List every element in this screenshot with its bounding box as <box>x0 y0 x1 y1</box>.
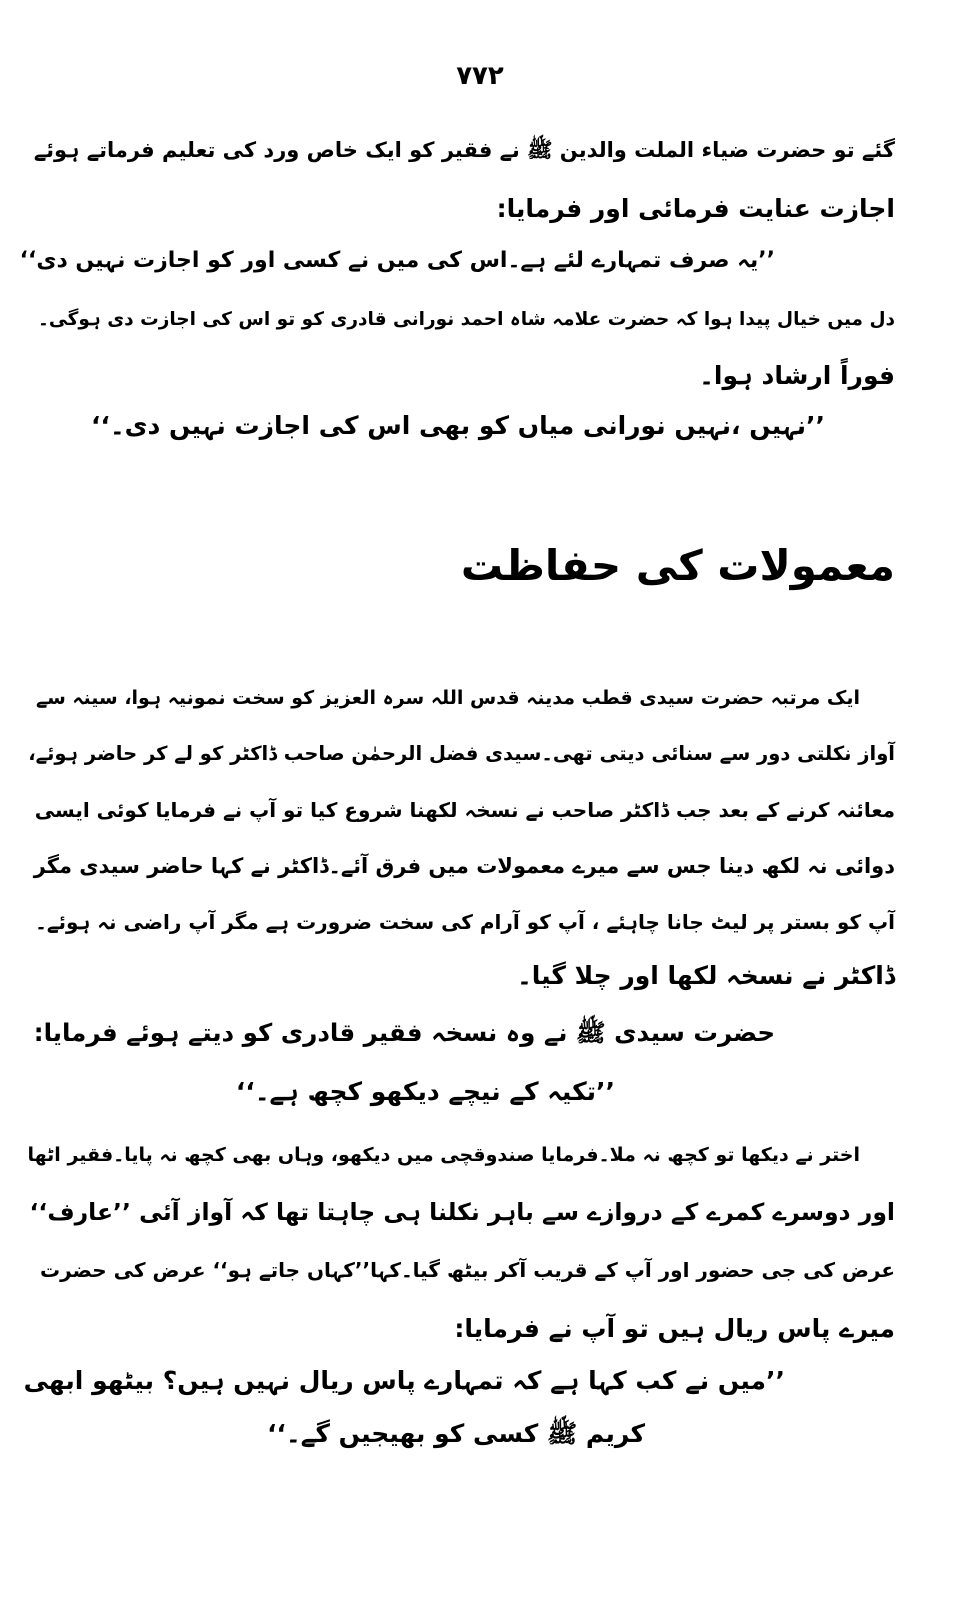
paragraph-line: ایک مرتبہ حضرت سیدی قطب مدینہ قدس اللہ سرہ العزیز کو سخت نمونیہ ہوا، سینہ سے <box>35 687 860 709</box>
quote-line: ’’نہیں ،نہیں نورانی میاں کو بھی اس کی اجازت نہیں دی۔‘‘ <box>90 411 825 440</box>
paragraph-line: فوراً ارشاد ہوا۔ <box>699 361 895 390</box>
paragraph-line: آپ کو بستر پر لیٹ جانا چاہئے ، آپ کو آرام کی سخت ضرورت ہے مگر آپ راضی نہ ہوئے۔ <box>35 910 895 934</box>
section-heading: معمولات کی حفاظت <box>460 541 895 590</box>
paragraph-line: عرض کی جی حضور اور آپ کے قریب آکر بیٹھ گیا۔کہا’’کہاں جاتے ہو‘‘ عرض کی حضرت <box>40 1258 895 1282</box>
page-number: ۷۷۲ <box>456 61 504 91</box>
paragraph-line: گئے تو حضرت ضیاء الملت والدین ﷺ نے فقیر کو ایک خاص ورد کی تعلیم فرماتے ہوئے <box>33 138 895 162</box>
quote-line: ’’میں نے کب کہا ہے کہ تمہارے پاس ریال نہیں ہیں؟ بیٹھو ابھی <box>23 1366 785 1395</box>
paragraph-line: اور دوسرے کمرے کے دروازے سے باہر نکلنا ہی چاہتا تھا کہ آواز آئی ’’عارف‘‘ <box>29 1198 895 1226</box>
quote-line: ’’یہ صرف تمہارے لئے ہے۔اس کی میں نے کسی اور کو اجازت نہیں دی‘‘ <box>19 248 775 273</box>
paragraph-line: آواز نکلتی دور سے سنائی دیتی تھی۔سیدی فضل الرحمٰن صاحب ڈاکٹر کو لے کر حاضر ہوئے، <box>28 742 895 765</box>
paragraph-line: دوائی نہ لکھ دینا جس سے میرے معمولات میں فرق آئے۔ڈاکٹر نے کہا حاضر سیدی مگر <box>33 854 895 878</box>
paragraph-line: اختر نے دیکھا تو کچھ نہ ملا۔فرمایا صندوقچی میں دیکھو، وہاں بھی کچھ نہ پایا۔فقیر اٹھا <box>27 1144 860 1166</box>
paragraph-line: معائنہ کرنے کے بعد جب ڈاکٹر صاحب نے نسخہ لکھنا شروع کیا تو آپ نے فرمایا کوئی ایسی <box>34 798 895 822</box>
quote-line: ’’تکیہ کے نیچے دیکھو کچھ ہے۔‘‘ <box>235 1077 615 1106</box>
paragraph-line: اجازت عنایت فرمائی اور فرمایا: <box>496 194 895 223</box>
paragraph-line: حضرت سیدی ﷺ نے وہ نسخہ فقیر قادری کو دیتے ہوئے فرمایا: <box>33 1018 775 1047</box>
quote-line: کریم ﷺ کسی کو بھیجیں گے۔‘‘ <box>267 1419 645 1448</box>
paragraph-line: دل میں خیال پیدا ہوا کہ حضرت علامہ شاہ احمد نورانی قادری کو تو اس کی اجازت دی ہوگی۔ <box>38 309 895 330</box>
paragraph-line: ڈاکٹر نے نسخہ لکھا اور چلا گیا۔ <box>517 961 895 990</box>
paragraph-line: میرے پاس ریال ہیں تو آپ نے فرمایا: <box>454 1314 895 1343</box>
